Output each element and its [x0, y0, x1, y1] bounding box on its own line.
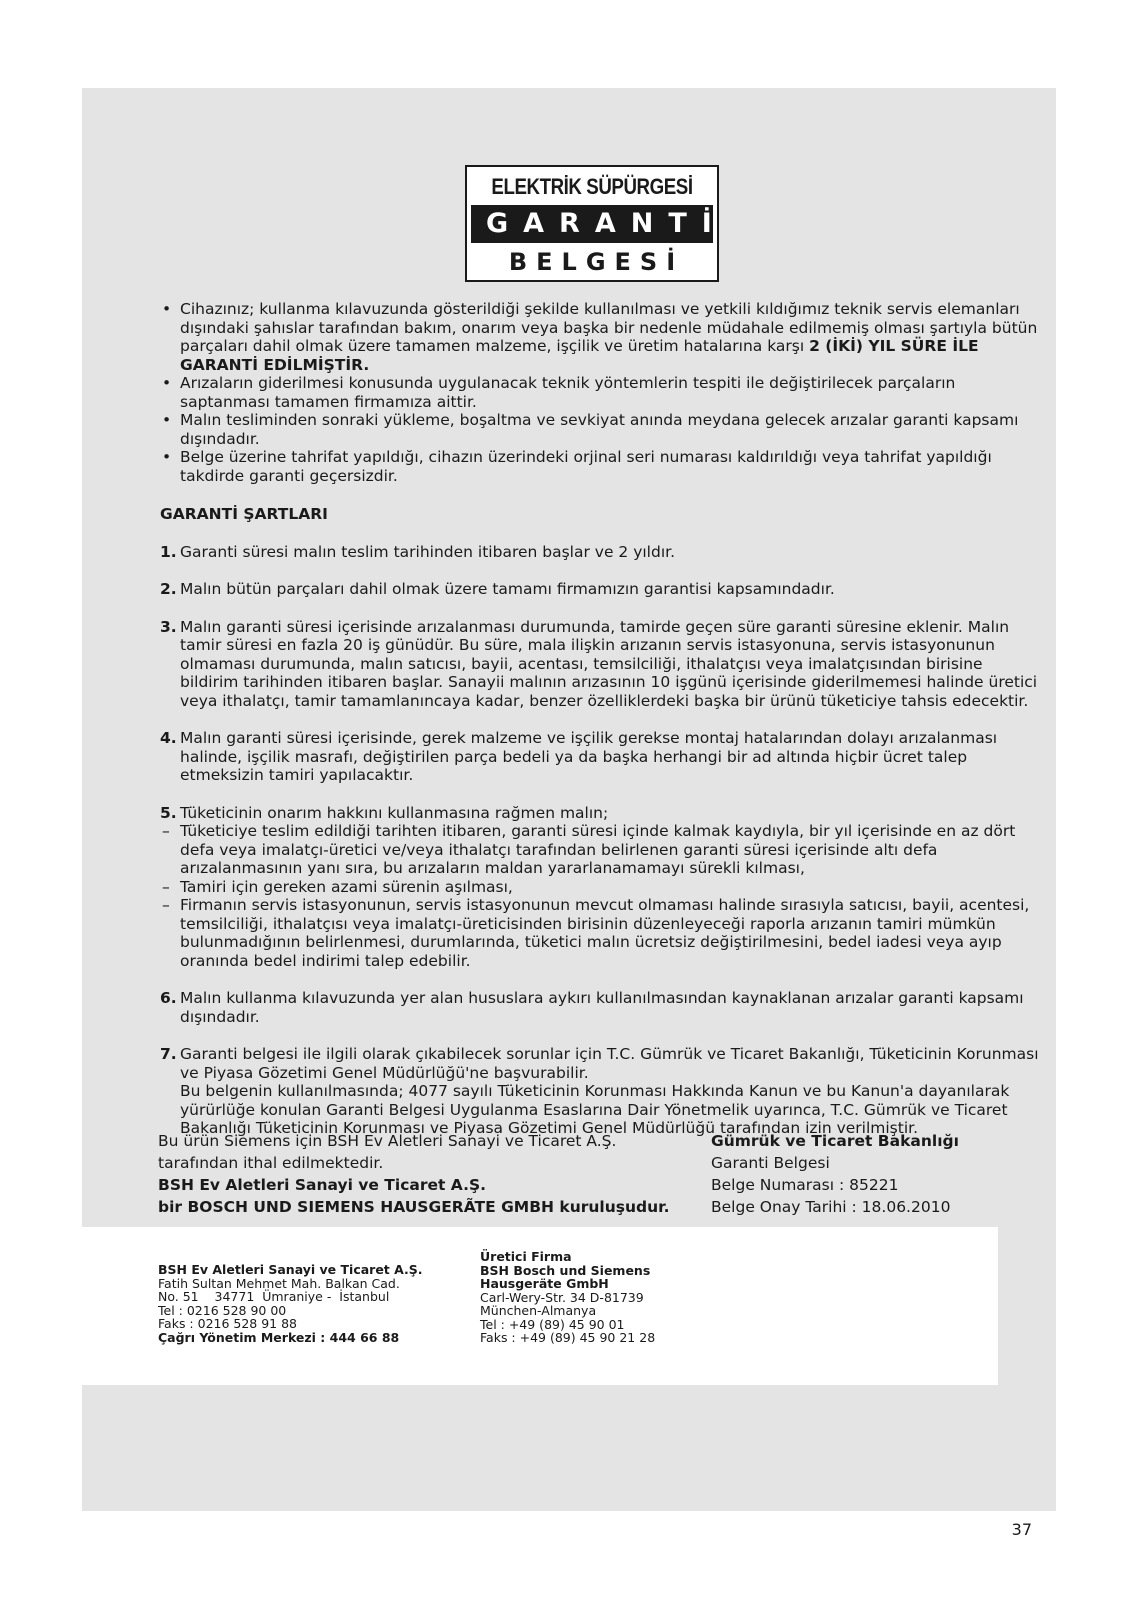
- manufacturer-address: Üretici Firma BSH Bosch und Siemens Hausgeräte GmbH Carl-Wery-Str. 34 D-81739 München-Almanya Tel : +49 (89) 45 90 01 Faks : +49 (89) 45 90 21 28: [480, 1249, 656, 1345]
- bullet-list: [160, 300, 1040, 485]
- title-line-2: GARANTİ: [471, 205, 713, 243]
- condition-item: 6. Malın kullanma kılavuzunda yer alan hususlara aykırı kullanılmasından kaynaklanan arızalar garanti kapsamı dışındadır.: [160, 989, 1024, 1026]
- company-address: BSH Ev Aletleri Sanayi ve Ticaret A.Ş. Fatih Sultan Mehmet Mah. Balkan Cad. No. 51 34771 Ümraniye - İstanbul Tel : 0216 528 90 00 Faks : 0216 528 91 88 Çağrı Yönetim Merkezi : 444 66 88: [158, 1262, 423, 1345]
- dash-item: – Tüketiciye teslim edildiği tarihten itibaren, garanti süresi içinde kalmak kaydıyla, bir yıl içerisinde en az dört defa veya imalatçı-üretici ve/veya ithalatçı tarafından belirlenen garanti süresi içerisinde altı defa arızalanmasının yanı sıra, bu arızaların maldan yararlanamamayı sürekli kılması,: [162, 822, 1016, 877]
- condition-item: 2. Malın bütün parçaları dahil olmak üzere tamamı firmamızın garantisi kapsamındadır.: [160, 580, 835, 598]
- dash-item: – Tamiri için gereken azami sürenin aşılması,: [162, 877, 513, 896]
- warranty-body: [160, 300, 1040, 1138]
- address-block: [82, 1227, 998, 1385]
- condition-item: 1. Garanti süresi malın teslim tarihinden itibaren başlar ve 2 yıldır.: [160, 542, 676, 561]
- condition-item: 7. Garanti belgesi ile ilgili olarak çıkabilecek sorunlar için T.C. Gümrük ve Ticaret Bakanlığı, Tüketicinin Korunması ve Piyasa Gözetimi Genel Müdürlüğü'ne başvurabilir. Bu belgenin kullanılmasında; 4077 sayılı Tüketicinin Korunması Hakkında Kanun ve bu Kanun'a dayanılarak yürürlüğe konulan Garanti Belgesi Uygulanma Esaslarına Dair Yönetmelik uyarınca, T.C. Gümrük ve Ticaret Bakanlığı Tüketicinin Korunması ve Piyasa Gözetimi Genel Müdürlüğü tarafından izin verilmiştir.: [160, 1045, 1039, 1137]
- title-box: [465, 165, 727, 282]
- page-number: 37: [1011, 1520, 1032, 1539]
- condition-item: 5. Tüketicinin onarım hakkını kullanmasına rağmen malın;: [160, 803, 609, 822]
- bullet-item: • Malın tesliminden sonraki yükleme, boşaltma ve sevkiyat anında meydana gelecek arızalar garanti kapsamı dışındadır.: [160, 411, 1040, 448]
- bullet-item: • Cihazınız; kullanma kılavuzunda gösterildiği şekilde kullanılması ve yetkili kıldığımız teknik servis elemanları dışındaki şahıslar tarafından bakım, onarım veya başka bir nedenle müdahale edilmemiş olması şartıyla bütün parçaları dahil olmak üzere tamamen malzeme, işçilik ve üretim hatalarına karşı 2 (İKİ) YIL SÜRE İLE GARANTİ EDİLMİŞTİR.: [160, 300, 1040, 374]
- condition-item: 3. Malın garanti süresi içerisinde arızalanması durumunda, tamirde geçen süre garanti süresine eklenir. Malın tamir süresi en fazla 20 iş günüdür. Bu süre, mala ilişkin arızanın servis istasyonuna, servis istasyonunun olmaması durumunda, malın satıcısı, bayii, acentası, temsilciliği, ithalatçısı veya imalatçısından birisine bildirim tarihinden itibaren başlar. Sanayii malının arızasının 10 işgünü içerisinde giderilmemesi halinde üretici veya ithalatçı, tamir tamamlanıncaya kadar, benzer özelliklerdeki başka bir ürünü tüketiciye tahsis edecektir.: [160, 617, 1038, 710]
- bullet-item: • Arızaların giderilmesi konusunda uygulanacak teknik yöntemlerin tespiti ile değiştirilecek parçaların saptanması tamamen firmamıza aittir.: [160, 374, 1040, 411]
- importer-info: Bu ürün Siemens için BSH Ev Aletleri Sanayi ve Ticaret A.Ş. tarafından ithal edilmektedir. BSH Ev Aletleri Sanayi ve Ticaret A.Ş. bir BOSCH UND SIEMENS HAUSGERÃTE GMBH kuruluşudur.: [158, 1132, 670, 1216]
- title-line-1: ELEKTRİK SÜPÜRGESİ: [491, 174, 693, 199]
- title-line-3: BELGESİ: [508, 248, 685, 276]
- bullet-item: • Belge üzerine tahrifat yapıldığı, cihazın üzerindeki orjinal seri numarası kaldırıldığı veya tahrifat yapıldığı takdirde garanti geçersizdir.: [160, 448, 1040, 485]
- conditions-heading: GARANTİ ŞARTLARI: [160, 505, 328, 523]
- dash-item: – Firmanın servis istasyonunun, servis istasyonunun mevcut olmaması halinde sırasıyla satıcısı, bayii, acentesi, temsilciliği, ithalatçısı veya imalatçı-üreticisinden birisinin düzenleyeceği raporla arızanın tamiri mümkün bulunmadığının belirlenmesi, durumlarında, tüketici malın ücretsiz değiştirilmesini, bedel iadesi veya ayıp oranında bedel indirimi talep edebilir.: [162, 896, 1030, 970]
- ministry-info: Gümrük ve Ticaret Bakanlığı Garanti Belgesi Belge Numarası : 85221 Belge Onay Tarihi : 18.06.2010: [711, 1132, 959, 1216]
- condition-item: 4. Malın garanti süresi içerisinde, gerek malzeme ve işçilik gerekse montaj hatalarından dolayı arızalanması halinde, işçilik masrafı, değiştirilen parça bedeli ya da başka herhangi bir ad altında hiçbir ücret talep etmeksizin tamiri yapılacaktır.: [160, 729, 998, 784]
